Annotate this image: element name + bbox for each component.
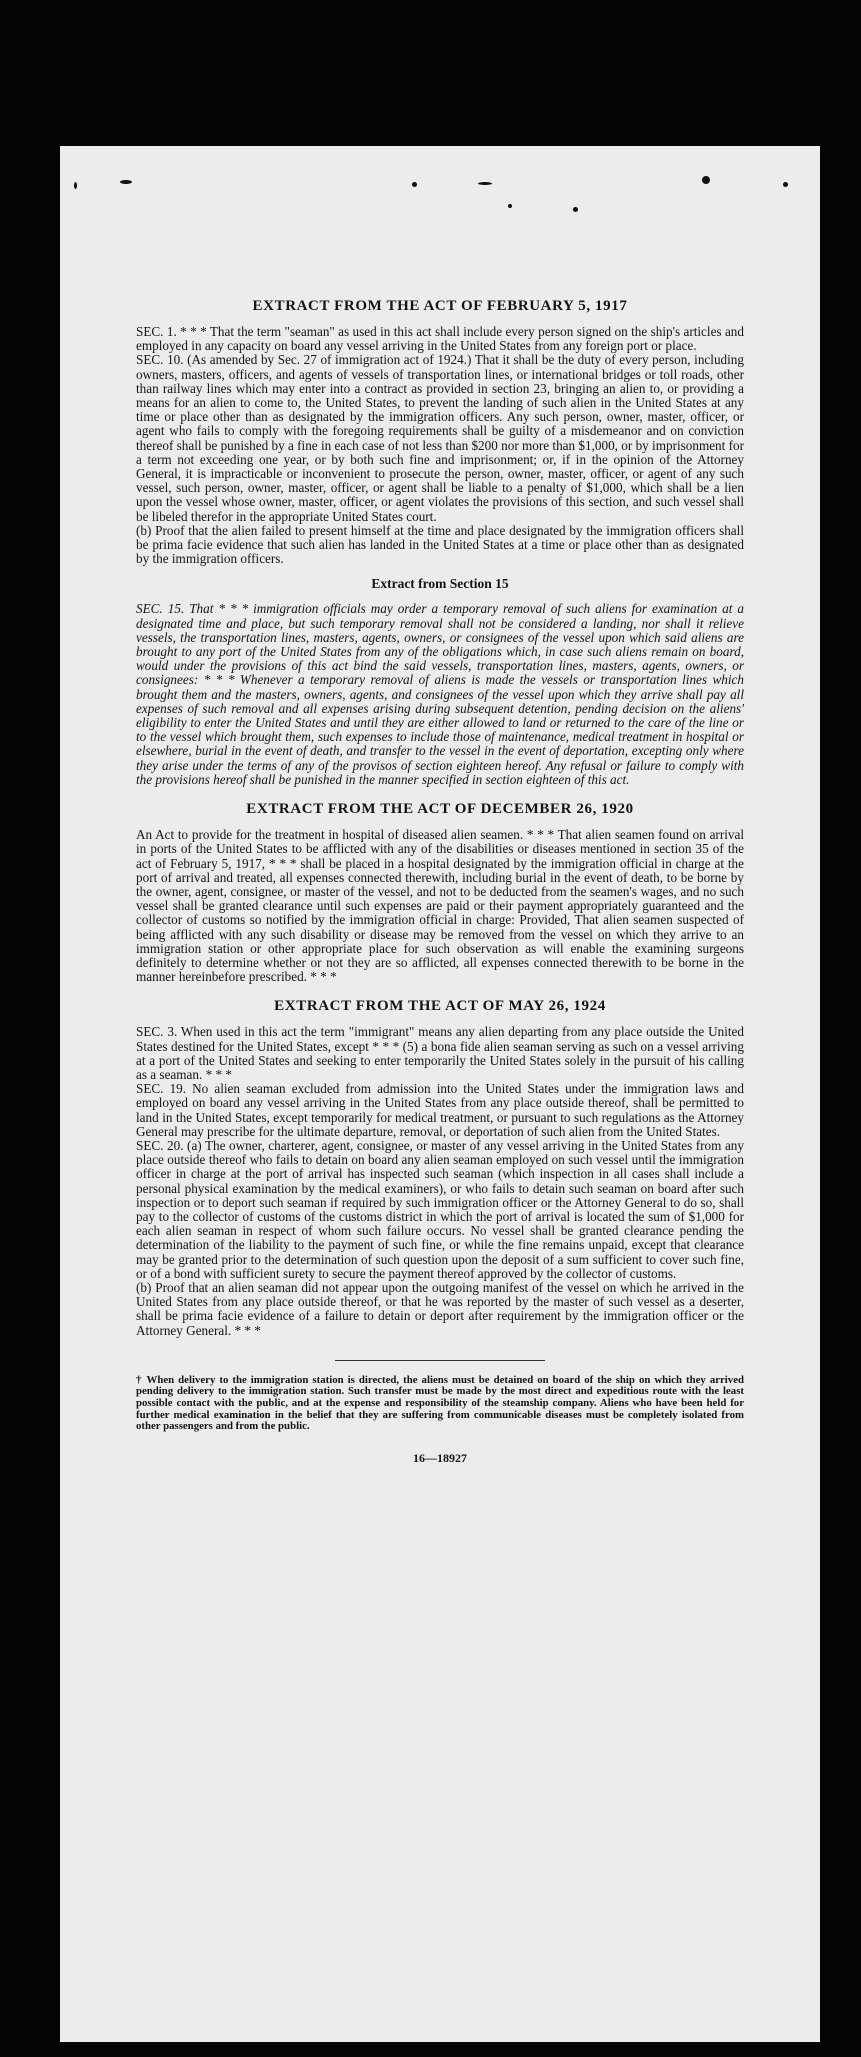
footnote-divider (335, 1360, 545, 1361)
paragraph-act-1920: An Act to provide for the treatment in hospital of diseased alien seamen. * * * That alien seamen found on arrival in ports of the United States to be afflicted with any of the disabilities or diseases mentioned in section 35 of the act of February 5, 1917, * * * shall be placed in a hospital designated by the immigration official in charge at the port of arrival and treated, all expenses connected therewith, including burial in the event of death, to be borne by the owner, agent, consignee, or master of the vessel, and not to be deducted from the seamen's wages, and no such vessel shall be granted clearance until such expenses are paid or their payment appropriately guaranteed and the collector of customs so notified by the immigration official in charge: Provided, That alien seamen suspected of being afflicted with any such disability or disease may be removed from the vessel on which they arrive to an immigration station or other appropriate place for such observation as will enable the examining surgeons definitely to determine whether or not they are so afflicted, all expenses connected therewith to be borne in the manner hereinbefore prescribed. * * * (136, 827, 744, 985)
paragraph-sec-3: SEC. 3. When used in this act the term "immigrant" means any alien departing from any place outside the United States destined for the United States, except * * * (5) a bona fide alien seaman serving as such on a vessel arriving at a port of the United States and seeking to enter temporarily the United States solely in the pursuit of his calling as a seaman. * * * (136, 1024, 744, 1082)
scan-speck (508, 204, 512, 208)
footnote: † When delivery to the immigration station is directed, the aliens must be detained on board of the ship on which they arrived pending delivery to the immigration station. Such transfer must be made by the most direct and expeditious route with the least possible contact with the public, and at the expense and responsibility of the steamship company. Aliens who have been held for further medical examination in the belief that they are suffering from communicable diseases must be completely isolated from other passengers and from the public. (136, 1373, 744, 1433)
section-heading-1924: EXTRACT FROM THE ACT OF MAY 26, 1924 (274, 998, 606, 1015)
paragraph-sec-10: SEC. 10. (As amended by Sec. 27 of immigration act of 1924.) That it shall be the duty of every person, including owners, masters, officers, and agents of vessels of transportation lines, or international bridges or toll roads, other than railway lines which may enter into a contract as provided in section 23, bringing an alien to, or providing a means for an alien to come to, the United States, to prevent the landing of such alien in the United States at any time or place other than as designated by the immigration officers. Any such person, owner, master, officer, or agent who fails to comply with the foregoing requirements shall be guilty of a misdemeanor and on conviction thereof shall be punished by a fine in each case of not less than $200 nor more than $1,000, or by imprisonment for a term not exceeding one year, or by both such fine and imprisonment; or, if in the opinion of the Attorney General, it is impracticable or inconvenient to prosecute the person, owner, master, officer, or agent of any such vessel, such person, owner, master, officer, or agent shall be liable to a penalty of $1,000, which shall be a lien upon the vessel whose owner, master, officer, or agent violates the provisions of this section, and such vessel shall be libeled therefor in the appropriate United States court. (136, 352, 744, 524)
form-number: 16—18927 (413, 1450, 467, 1465)
section-heading-1920: EXTRACT FROM THE ACT OF DECEMBER 26, 1920 (246, 801, 634, 818)
scan-speck (783, 182, 788, 187)
scan-speck (412, 182, 417, 187)
paragraph-sec-1: SEC. 1. * * * That the term "seaman" as used in this act shall include every person signed on the ship's articles and employed in any capacity on board any vessel arriving in the United States from any foreign port or place. (136, 324, 744, 354)
document-page (60, 146, 820, 2042)
paragraph-sec-15: SEC. 15. That * * * immigration officials may order a temporary removal of such aliens for examination at a designated time and place, but such temporary removal shall not be considered a landing, nor shall it relieve vessels, the transportation lines, masters, agents, owners, or consignees of the vessel upon which said aliens are brought to any port of the United States from any of the obligations which, in case such aliens remain on board, would under the provisions of this act bind the said vessels, transportation lines, masters, agents, owners, or consignees: * * * Whenever a temporary removal of aliens is made the vessels or transportation lines which brought them and the masters, owners, agents, and consignees of the vessel upon which they arrive shall pay all expenses of such removal and all expenses arising during subsequent detention, pending decision on the aliens' eligibility to enter the United States and until they are either allowed to land or returned to the care of the line or to the vessel which brought them, such expenses to include those of maintenance, medical treatment in hospital or elsewhere, burial in the event of death, and transfer to the vessel in the event of deportation, excepting only where they arise under the terms of any of the provisos of section eighteen hereof. Any refusal or failure to comply with the provisions hereof shall be punished in the manner specified in section eighteen of this act. (136, 601, 744, 787)
scan-speck (702, 176, 710, 184)
scan-speck (74, 182, 77, 189)
paragraph-sec-10-b: (b) Proof that the alien failed to present himself at the time and place designated by the immigration officers shall be prima facie evidence that such alien has landed in the United States at a time or place other than as designated by the immigration officers. (136, 522, 744, 567)
scan-speck (573, 207, 578, 212)
paragraph-sec-19: SEC. 19. No alien seaman excluded from admission into the United States under the immigration laws and employed on board any vessel arriving in the United States from any place outside thereof, shall be permitted to land in the United States, except temporarily for medical treatment, or pursuant to such regulations as the Attorney General may prescribe for the ultimate departure, removal, or deportation of such alien from the United States. (136, 1081, 744, 1139)
paragraph-sec-20-b: (b) Proof that an alien seaman did not appear upon the outgoing manifest of the vessel on which he arrived in the United States from any place outside thereof, or that he was reported by the master of such vessel as a deserter, shall be prima facie evidence of a failure to detain or deport after requirement by the immigration officer or the Attorney General. * * * (136, 1279, 744, 1338)
paragraph-sec-20-a: SEC. 20. (a) The owner, charterer, agent, consignee, or master of any vessel arriving in the United States from any place outside thereof who fails to detain on board any alien seaman employed on such vessel until the immigration officer in charge at the port of arrival has inspected such seaman (which inspection in all cases shall include a personal physical examination by the medical examiners), or who fails to detain such seaman on board after such inspection or to deport such seaman if required by such immigration officer or the Attorney General to do so, shall pay to the collector of customs of the customs district in which the port of arrival is located the sum of $1,000 for each alien seaman in respect of whom such failure occurs. No vessel shall be granted clearance pending the determination of the liability to the payment of such fine, or while the fine remains unpaid, except that clearance may be granted prior to the determination of such question upon the deposit of a sum sufficient to cover such fine, or of a bond with sufficient surety to secure the payment thereof approved by the collector of customs. (136, 1137, 744, 1281)
subheading-section-15: Extract from Section 15 (371, 576, 509, 592)
scan-speck (120, 180, 132, 184)
section-heading-1917: EXTRACT FROM THE ACT OF FEBRUARY 5, 1917 (252, 298, 628, 314)
scan-speck (478, 182, 492, 185)
